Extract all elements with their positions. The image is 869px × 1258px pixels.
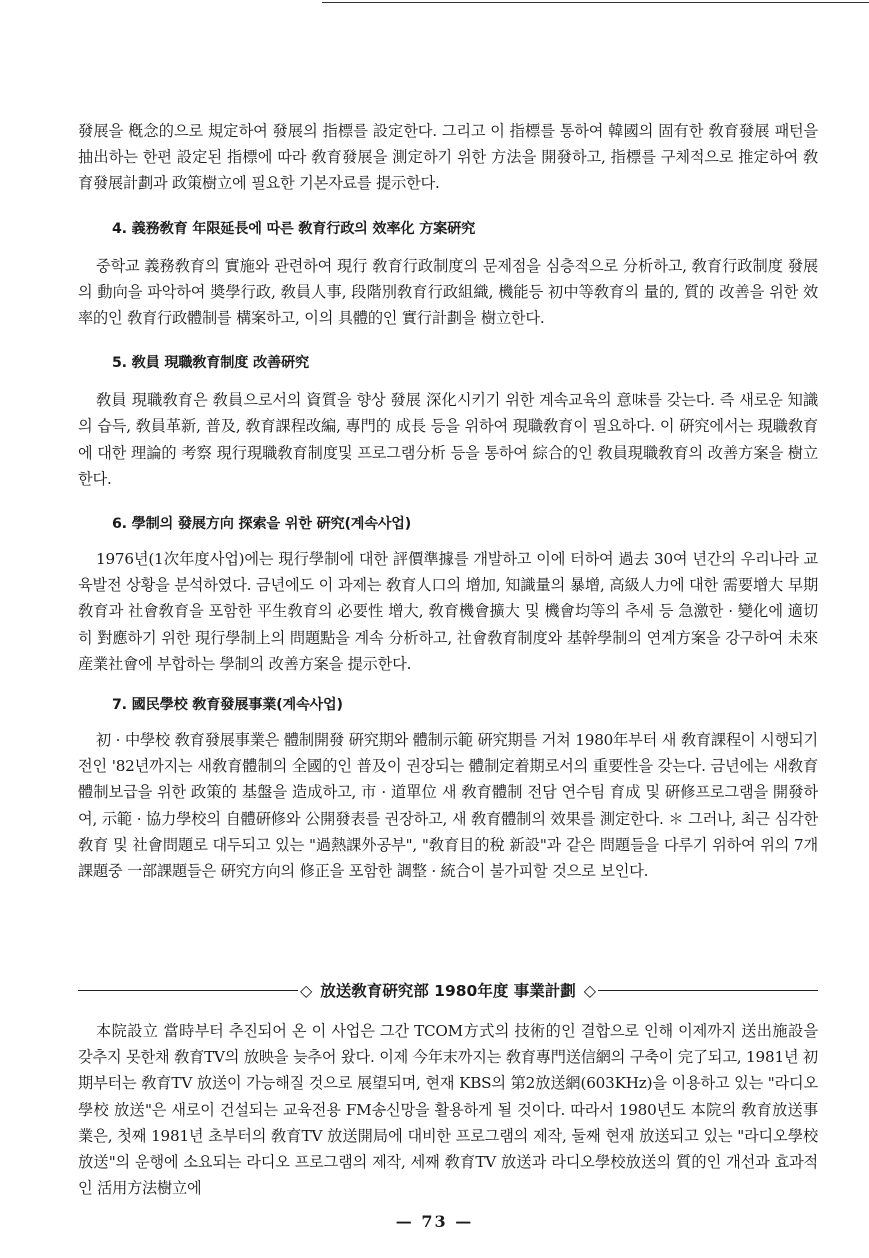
section-body-6: 1976년(1次年度사업)에는 現行學制에 대한 評價準據를 개발하고 이에 터하여 過去 30여 년간의 우리나라 교육발전 상황을 분석하였다. 금년에도 이 과제는 敎育人口의 增加, 知識量의 暴增, 高級人力에 대한 需要增大 早期敎育과 社會敎育을 포함한 平生敎育의 必要性 增大, 敎育機會擴大 및 機會均等의 추세 등 急激한 · 變化에 適切히 對應하기 위한 現行學制上의 問題點을 계속 分析하고, 社會敎育制度와 基幹學制의 연계方案을 강구하여 未來 産業社會에 부합하는 學制의 改善方案을 提示한다. [78, 550, 818, 673]
section-heading-7: 7. 國民學校 敎育發展事業(계속사업) [112, 697, 343, 714]
section-heading-4: 4. 義務敎育 年限延長에 따른 敎育行政의 效率化 方案硏究 [112, 220, 476, 237]
divider-line-right [598, 990, 818, 991]
divider-line-left [78, 990, 298, 991]
department-title: 放送敎育硏究部 1980年度 事業計劃 [320, 982, 576, 1000]
diamond-icon-left: ◇ [299, 980, 313, 1000]
section-body-5: 敎員 現職敎育은 敎員으로서의 資質을 향상 發展 深化시키기 위한 계속교육의 意味를 갖는다. 즉 새로운 知識의 습득, 敎員革新, 普及, 敎育課程改編, 專門的 成長 등을 위하여 現職敎育이 필요하다. 이 硏究에서는 現職敎育에 대한 理論的 考察 現行現職敎育制度및 프로그램分析 등을 통하여 綜合的인 敎員現職敎育의 改善方案을 樹立한다. [78, 391, 818, 488]
broadcast-section [78, 1018, 818, 1201]
page-number: — 73 — [395, 1212, 474, 1231]
diamond-icon-right: ◇ [583, 980, 597, 1000]
section-body-4: 중학교 義務敎育의 實施와 관련하여 現行 敎育行政制度의 문제점을 심층적으로 分析하고, 敎育行政制度 發展의 動向을 파악하여 奬學行政, 敎員人事, 段階別敎育行政組織, 機能등 初中等敎育의 量的, 質的 改善을 위한 效率的인 敎育行政體制를 構案하고, 이의 具體的인 實行計劃을 樹立한다. [78, 256, 818, 328]
section-heading-6: 6. 學制의 發展方向 探索을 위한 硏究(계속사업) [112, 516, 412, 533]
top-rule [322, 2, 869, 3]
intro-paragraph: 發展을 槪念的으로 規定하여 發展의 指標를 設定한다. 그리고 이 指標를 통하여 韓國의 固有한 敎育發展 패턴을 抽出하는 한편 設定된 指標에 따라 敎育發展을 測定하기 위한 方法을 開發하고, 指標를 구체적으로 推定하여 敎育發展計劃과 政策樹立에 필요한 기본자료를 提示한다. [78, 122, 818, 193]
broadcast-paragraph: 本院設立 當時부터 추진되어 온 이 사업은 그간 TCOM方式의 技術的인 결합으로 인해 이제까지 送出施設을 갖추지 못한채 敎育TV의 放映을 늦추어 왔다. 이제 今年末까지는 敎育專門送信網의 구축이 完了되고, 1981년 初期부터는 敎育TV 放送이 가능해질 것으로 展望되며, 현재 KBS의 第2放送網(603KHz)을 이용하고 있는 "라디오學校 放送"은 새로이 건설되는 교육전용 FM송신망을 활용하게 될 것이다. 따라서 1980년도 本院의 敎育放送事業은, 첫째 1981년 초부터의 敎育TV 放送開局에 대비한 프로그램의 제작, 둘째 현재 放送되고 있는 "라디오學校放送"의 운행에 소요되는 라디오 프로그램의 제작, 세째 敎育TV 放送과 라디오學校放送의 質的인 개선과 효과적인 活用方法樹立에 [78, 1022, 818, 1198]
document-body [78, 118, 818, 884]
section-heading-5: 5. 敎員 現職敎育制度 改善硏究 [112, 355, 309, 372]
department-divider [78, 975, 818, 1005]
section-body-7: 初 · 中學校 敎育發展事業은 體制開發 硏究期와 體制示範 硏究期를 거쳐 1980年부터 새 敎育課程이 시행되기 전인 '82년까지는 새敎育體制의 全國的인 普及이 권장되는 體制定着期로서의 重要性을 갖는다. 금년에는 새敎育體制보급을 위한 政策的 基盤을 造成하고, 市 · 道單位 새 敎育體制 전담 연수팀 育成 및 硏修프로그램을 開發하여, 示範 · 協力學校의 自體硏修와 公開發表를 권장하고, 새 敎育體制의 效果를 測定한다. ＊ 그러나, 최근 심각한 敎育 및 社會問題로 대두되고 있는 "過熱課外공부", "敎育目的稅 新設"과 같은 問題들을 다루기 위하여 위의 7개 課題중 一部課題들은 硏究方向의 修正을 포함한 調整 · 統合이 불가피할 것으로 보인다. [78, 731, 818, 881]
